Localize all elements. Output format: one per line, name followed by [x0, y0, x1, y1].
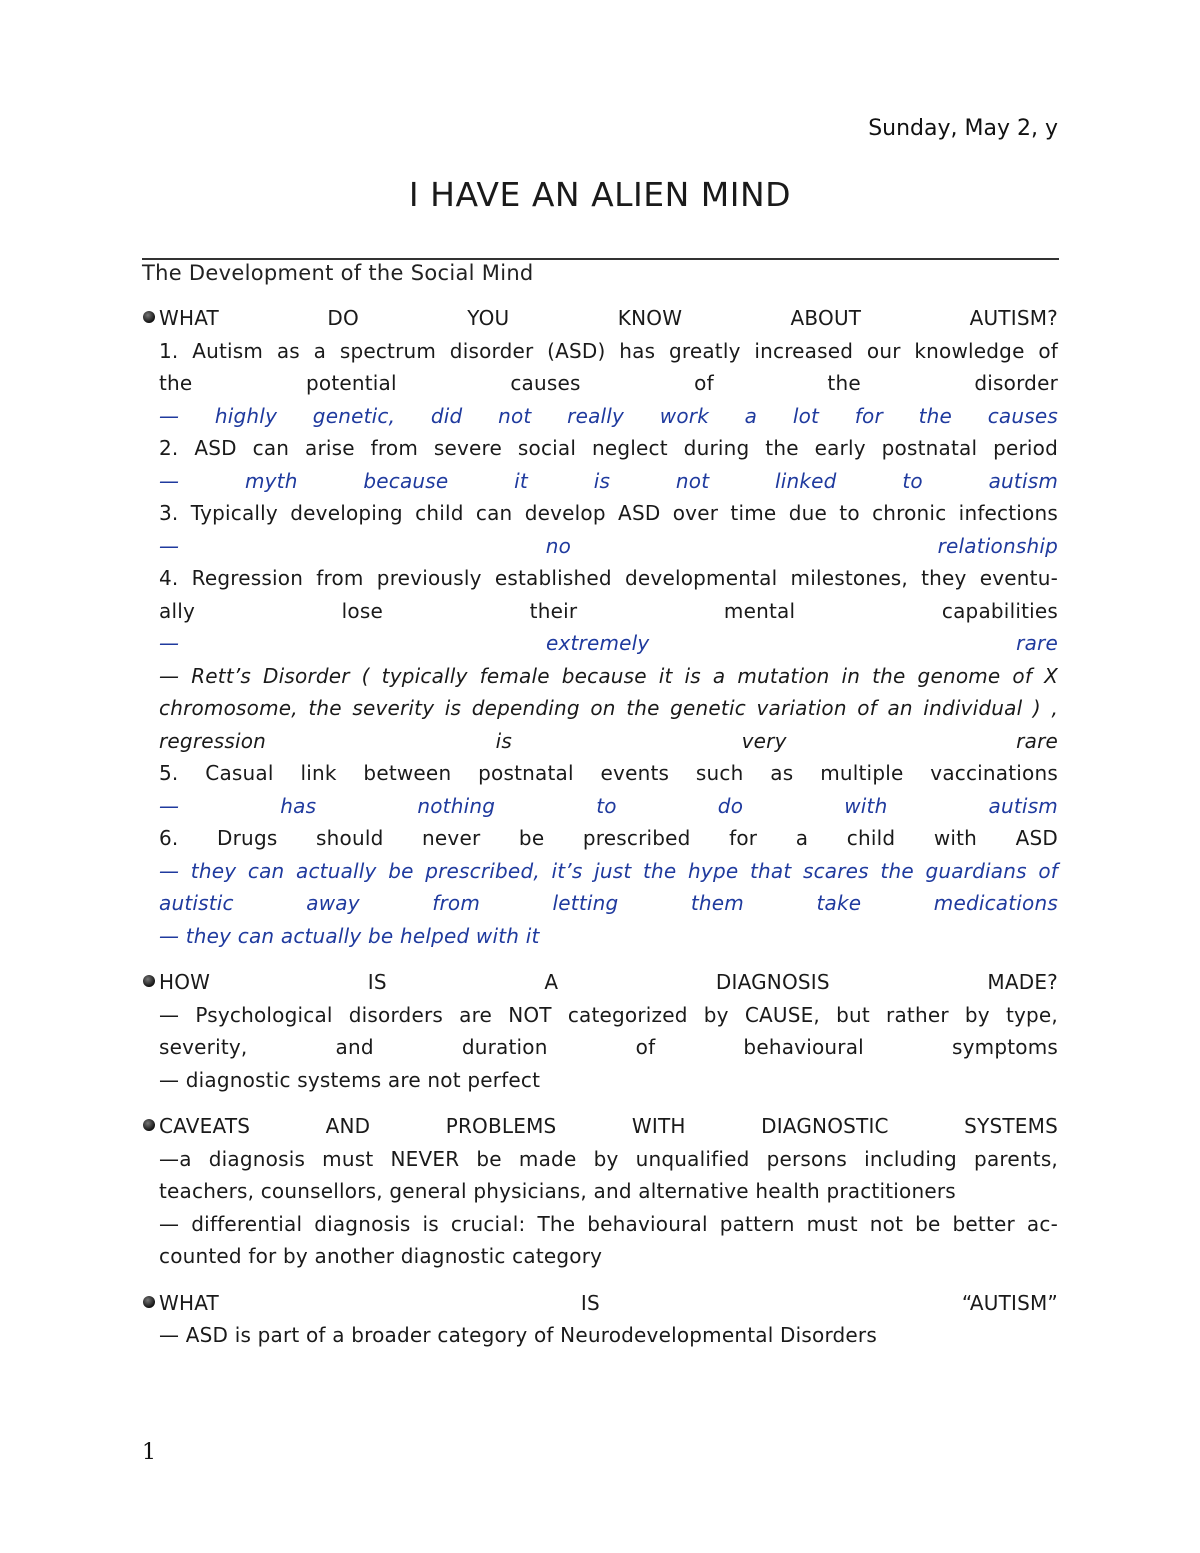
bullet-icon	[143, 975, 155, 987]
text-line: severity, and duration of behavioural symptoms	[159, 1035, 1058, 1059]
document-subtitle: The Development of the Social Mind	[142, 261, 534, 285]
text-line: teachers, counsellors, general physicians, and alternative health practitioners	[159, 1179, 956, 1203]
text-line: counted for by another diagnostic category	[159, 1244, 603, 1268]
text-line: 1. Autism as a spectrum disorder (ASD) has greatly increased our knowledge of	[159, 338, 1058, 363]
text-line: — highly genetic, did not really work a lot for the causes	[159, 403, 1058, 428]
text-line: 6. Drugs should never be prescribed for a child with ASD	[159, 826, 1058, 850]
text-line: regression is very rare	[159, 728, 1058, 753]
text-line: — no relationship	[159, 533, 1058, 558]
bullet-icon	[143, 1119, 155, 1131]
document-date: Sunday, May 2, y	[868, 116, 1058, 141]
page-number: 1	[142, 1440, 156, 1465]
bullet-section	[0, 1287, 1200, 1352]
bullet-section	[0, 302, 1200, 952]
text-line: 4. Regression from previously established developmental milestones, they eventu-	[159, 566, 1058, 590]
bullet-icon	[143, 311, 155, 323]
text-line: — has nothing to do with autism	[159, 793, 1058, 818]
text-line: — diagnostic systems are not perfect	[159, 1067, 541, 1092]
section-heading: CAVEATS AND PROBLEMS WITH DIAGNOSTIC SYSTEMS	[159, 1114, 1058, 1138]
text-line: ally lose their mental capabilities	[159, 598, 1058, 623]
document-title: I HAVE AN ALIEN MIND	[408, 175, 792, 214]
bullet-icon	[143, 1296, 155, 1308]
bullet-section	[0, 966, 1200, 1096]
text-line: —a diagnosis must NEVER be made by unqualified persons including parents,	[159, 1146, 1058, 1171]
text-line: chromosome, the severity is depending on the genetic variation of an individual ) ,	[159, 696, 1058, 720]
text-line: — they can actually be helped with it	[159, 923, 540, 948]
text-line: 2. ASD can arise from severe social neglect during the early postnatal period	[159, 436, 1058, 460]
text-line: — differential diagnosis is crucial: The behavioural pattern must not be better ac-	[159, 1211, 1058, 1236]
text-line: the potential causes of the disorder	[159, 371, 1058, 395]
text-line: autistic away from letting them take medications	[159, 891, 1058, 915]
text-line: — myth because it is not linked to autism	[159, 468, 1058, 493]
text-line: — they can actually be prescribed, it’s just the hype that scares the guardians of	[159, 858, 1058, 883]
text-line: — extremely rare	[159, 631, 1058, 655]
text-line: — Psychological disorders are NOT categorized by CAUSE, but rather by type,	[159, 1002, 1058, 1027]
text-line: 3. Typically developing child can develop ASD over time due to chronic infections	[159, 501, 1058, 525]
section-heading: WHAT DO YOU KNOW ABOUT AUTISM?	[159, 306, 1058, 330]
section-heading: WHAT IS “AUTISM”	[159, 1290, 1058, 1315]
text-line: — ASD is part of a broader category of Neurodevelopmental Disorders	[159, 1323, 877, 1347]
bullet-section	[0, 1110, 1200, 1273]
section-heading: HOW IS A DIAGNOSIS MADE?	[159, 970, 1058, 994]
text-line: — Rett’s Disorder ( typically female because it is a mutation in the genome of X	[159, 663, 1058, 688]
text-line: 5. Casual link between postnatal events such as multiple vaccinations	[159, 761, 1058, 785]
document-body	[0, 302, 1200, 1352]
